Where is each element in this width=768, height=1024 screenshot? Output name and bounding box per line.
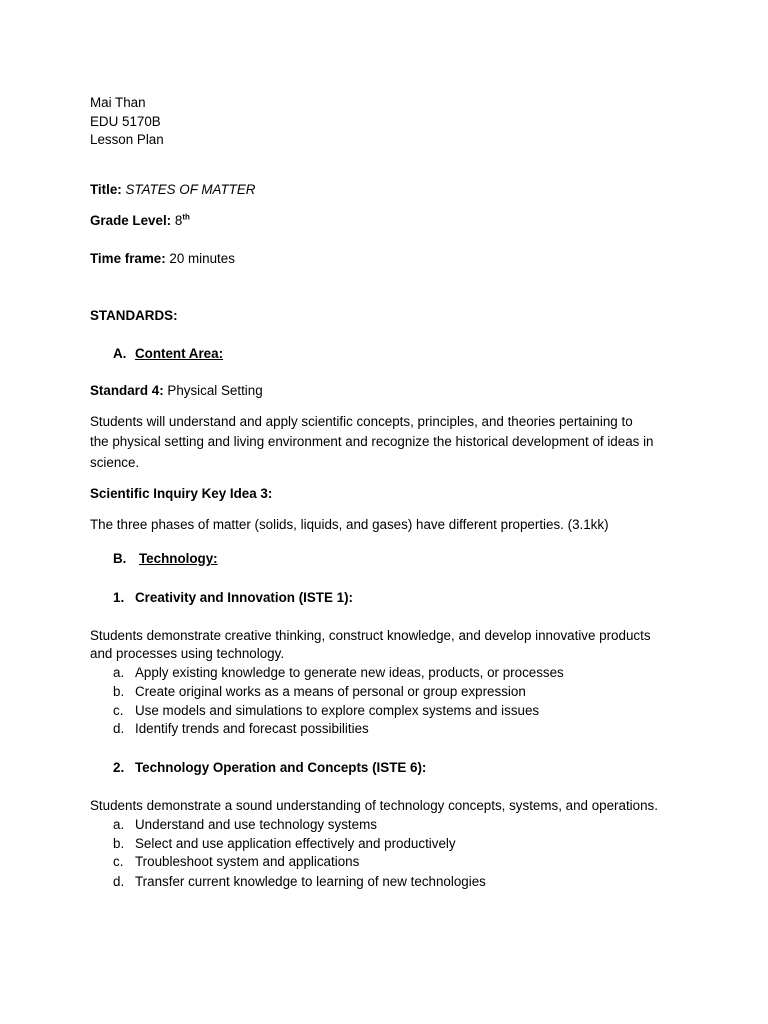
grade-suffix: th bbox=[182, 212, 190, 222]
standard-4-text-line-3: science. bbox=[90, 455, 140, 470]
course-code: EDU 5170B bbox=[90, 114, 161, 129]
list-item: Create original works as a means of personal or group expression bbox=[135, 684, 526, 699]
list-item: Select and use application effectively and productively bbox=[135, 836, 456, 851]
standard-4-label: Standard 4: bbox=[90, 383, 164, 398]
list-item: Transfer current knowledge to learning of new technologies bbox=[135, 874, 486, 889]
list-item: Understand and use technology systems bbox=[135, 817, 377, 832]
list-item-marker: b. bbox=[113, 684, 125, 699]
section-a-marker: A. bbox=[113, 346, 127, 361]
standard-4-line bbox=[90, 383, 263, 399]
tech-2-marker: 2. bbox=[113, 760, 125, 775]
grade-value: 8 bbox=[174, 213, 183, 228]
section-b-marker: B. bbox=[113, 551, 127, 566]
title-line bbox=[90, 182, 255, 198]
tech-1-heading: Creativity and Innovation (ISTE 1): bbox=[135, 590, 353, 605]
title-label: Title: bbox=[90, 182, 122, 197]
standard-4-value: Physical Setting bbox=[167, 383, 263, 398]
grade-label: Grade Level: bbox=[90, 213, 172, 228]
list-item: Use models and simulations to explore complex systems and issues bbox=[135, 703, 540, 718]
list-item-marker: d. bbox=[113, 721, 125, 736]
list-item-marker: c. bbox=[113, 703, 124, 718]
author-name: Mai Than bbox=[90, 95, 146, 110]
tech-1-marker: 1. bbox=[113, 590, 125, 605]
document-type: Lesson Plan bbox=[90, 132, 164, 147]
list-item-marker: b. bbox=[113, 836, 125, 851]
list-item: Troubleshoot system and applications bbox=[135, 854, 360, 869]
list-item: Apply existing knowledge to generate new ideas, products, or processes bbox=[135, 665, 564, 680]
technology-heading: Technology: bbox=[139, 551, 218, 566]
tech-2-intro: Students demonstrate a sound understanding of technology concepts, systems, and operations. bbox=[90, 798, 658, 813]
standard-4-text-line-1: Students will understand and apply scientific concepts, principles, and theories pertaining to bbox=[90, 414, 633, 429]
grade-line bbox=[90, 213, 190, 229]
list-item-marker: a. bbox=[113, 665, 125, 680]
list-item-marker: d. bbox=[113, 874, 125, 889]
time-frame-line bbox=[90, 251, 235, 267]
inquiry-heading: Scientific Inquiry Key Idea 3: bbox=[90, 486, 273, 501]
tech-1-intro-line-1: Students demonstrate creative thinking, construct knowledge, and develop innovative products bbox=[90, 628, 651, 643]
lesson-title: STATES OF MATTER bbox=[125, 182, 256, 197]
content-area-heading: Content Area: bbox=[135, 346, 224, 361]
tech-2-heading: Technology Operation and Concepts (ISTE 6): bbox=[135, 760, 427, 775]
standards-heading: STANDARDS: bbox=[90, 308, 178, 323]
list-item-marker: c. bbox=[113, 854, 124, 869]
time-frame-label: Time frame: bbox=[90, 251, 166, 266]
standard-4-text-line-2: the physical setting and living environment and recognize the historical development of ideas in bbox=[90, 434, 654, 449]
tech-1-intro-line-2: and processes using technology. bbox=[90, 646, 285, 661]
list-item-marker: a. bbox=[113, 817, 125, 832]
inquiry-text: The three phases of matter (solids, liquids, and gases) have different properties. (3.1kk) bbox=[90, 517, 609, 532]
time-frame-value: 20 minutes bbox=[169, 251, 235, 266]
list-item: Identify trends and forecast possibilities bbox=[135, 721, 369, 736]
